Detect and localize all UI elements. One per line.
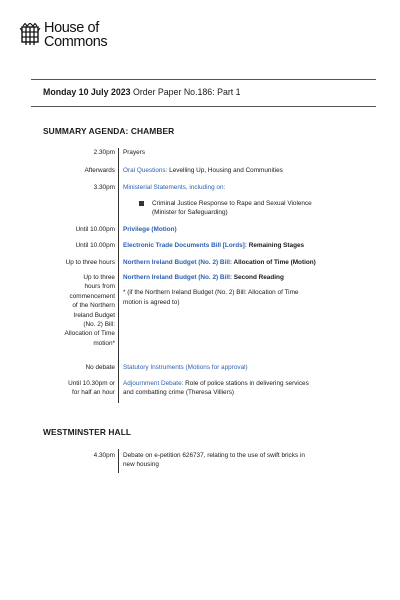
statement-bullet-item: Criminal Justice Response to Rape and Sexual Violence (Minister for Safeguarding) <box>123 199 363 218</box>
agenda-time: Until 10.00pm <box>75 242 115 249</box>
agenda-item: Oral Questions: Levelling Up, Housing and Communities <box>123 167 283 174</box>
agenda-item: Northern Ireland Budget (No. 2) Bill: Allocation of Time (Motion) <box>123 259 316 266</box>
agenda-time: Up to three hours from commencement of the Northern Ireland Budget (No. 2) Bill: Allocation of Time motion* <box>64 274 115 347</box>
agenda-time: Until 10.30pm or for half an hour <box>68 380 115 397</box>
agenda-divider <box>118 449 119 473</box>
westminster-hall-title: WESTMINSTER HALL <box>43 427 132 437</box>
ni-budget-bill-second-reading-link[interactable]: Northern Ireland Budget (No. 2) Bill: <box>123 274 232 281</box>
agenda-time: Up to three hours <box>65 259 115 266</box>
agenda-time: 2.30pm <box>93 149 115 156</box>
header-rule-bottom <box>31 106 376 107</box>
agenda-time: No debate <box>85 364 115 371</box>
header-rule-top <box>31 79 376 80</box>
logo-line-2: Commons <box>44 33 108 50</box>
portcullis-icon <box>19 23 41 47</box>
agenda-divider <box>118 148 119 403</box>
electronic-trade-documents-bill-link[interactable]: Electronic Trade Documents Bill [Lords]: <box>123 242 247 249</box>
ministerial-statements-link[interactable]: Ministerial Statements, including on: <box>123 184 226 191</box>
agenda-item: Prayers <box>123 149 146 156</box>
agenda-time: Afterwards <box>84 167 115 174</box>
chamber-section-title: SUMMARY AGENDA: CHAMBER <box>43 126 175 136</box>
paper-number: Order Paper No.186: Part 1 <box>130 87 241 97</box>
logo-line-1: House of <box>44 20 99 36</box>
agenda-time: Until 10.00pm <box>75 226 115 233</box>
oral-questions-link[interactable]: Oral Questions: <box>123 167 168 174</box>
agenda-time: 4.30pm <box>93 452 115 459</box>
agenda-item: Debate on e-petition 626737, relating to the use of swift bricks in new housing <box>123 452 305 469</box>
paper-date: Monday 10 July 2023 <box>43 87 131 97</box>
adjournment-debate-link[interactable]: Adjournment Debate: <box>123 380 184 387</box>
agenda-item: Northern Ireland Budget (No. 2) Bill: Second Reading * (if the Northern Ireland Budget (No. 2) Bill: Allocation of Time motion is agreed to) <box>123 273 363 307</box>
agenda-item: Adjournment Debate: Role of police stations in delivering services and combatting crime (Theresa Villiers) <box>123 380 309 397</box>
westminster-hall-agenda <box>43 449 363 473</box>
conditional-note: motion is agreed to) <box>123 298 180 306</box>
ni-budget-bill-link[interactable]: Northern Ireland Budget (No. 2) Bill: <box>123 259 232 266</box>
agenda-time: 3.30pm <box>93 184 115 191</box>
agenda-item: Electronic Trade Documents Bill [Lords]: Remaining Stages <box>123 242 305 249</box>
conditional-note: * (if the Northern Ireland Budget (No. 2) Bill: Allocation of Time <box>123 289 299 297</box>
statutory-instruments-link[interactable]: Statutory Instruments (Motions for approval) <box>123 364 248 371</box>
privilege-motion-link[interactable]: Privilege (Motion) <box>123 226 177 233</box>
chamber-agenda <box>43 148 363 403</box>
house-of-commons-logo <box>19 22 107 49</box>
square-bullet-icon <box>139 201 144 206</box>
order-paper-heading <box>43 86 241 98</box>
logo-text <box>44 22 107 49</box>
